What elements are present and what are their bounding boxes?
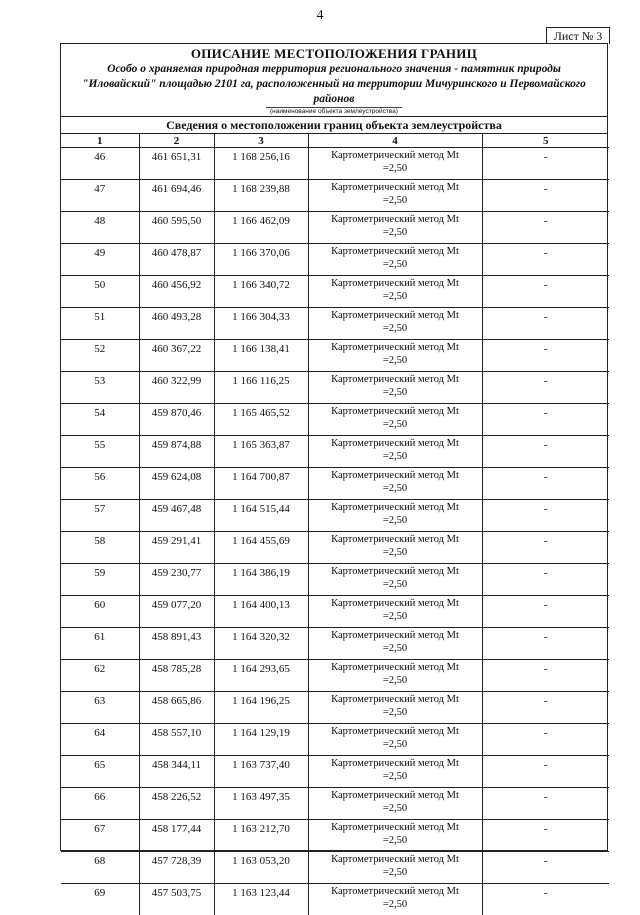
point-number-cell: 52 — [61, 340, 139, 372]
column-header: 3 — [214, 134, 308, 148]
method-line-1: Картометрический метод Mt — [309, 341, 482, 354]
document-frame — [60, 43, 608, 851]
method-line-1: Картометрический метод Mt — [309, 757, 482, 770]
coordinate-y-cell: 1 166 462,09 — [214, 212, 308, 244]
coordinate-x-cell: 459 874,88 — [139, 436, 214, 468]
method-line-2: =2,50 — [309, 226, 482, 239]
method-cell — [308, 660, 482, 692]
table-row — [61, 724, 609, 756]
method-line-1: Картометрический метод Mt — [309, 629, 482, 642]
point-number-cell: 46 — [61, 148, 139, 180]
coordinate-x-cell: 460 478,87 — [139, 244, 214, 276]
method-line-1: Картометрический метод Mt — [309, 181, 482, 194]
point-number-cell: 60 — [61, 596, 139, 628]
table-row — [61, 372, 609, 404]
method-line-2: =2,50 — [309, 898, 482, 911]
coordinate-x-cell: 459 230,77 — [139, 564, 214, 596]
coordinate-y-cell: 1 164 320,32 — [214, 628, 308, 660]
page-number: 4 — [0, 8, 640, 24]
table-row — [61, 180, 609, 212]
document-subtitle: Особо о храняемая природная территория регионального значения - памятник природы "Иловайский" площадью 2101 га, расположенный на территории Мичуринского и Первомайского районов — [61, 62, 607, 107]
coordinate-y-cell: 1 166 138,41 — [214, 340, 308, 372]
coordinate-y-cell: 1 165 363,87 — [214, 436, 308, 468]
method-line-2: =2,50 — [309, 642, 482, 655]
coordinate-y-cell: 1 163 737,40 — [214, 756, 308, 788]
table-header-row — [61, 134, 609, 148]
coordinate-x-cell: 458 557,10 — [139, 724, 214, 756]
method-cell — [308, 212, 482, 244]
method-line-2: =2,50 — [309, 802, 482, 815]
method-line-1: Картометрический метод Mt — [309, 565, 482, 578]
point-number-cell: 65 — [61, 756, 139, 788]
table-row — [61, 692, 609, 724]
table-row — [61, 596, 609, 628]
method-cell — [308, 532, 482, 564]
method-cell — [308, 468, 482, 500]
method-cell — [308, 692, 482, 724]
method-line-1: Картометрический метод Mt — [309, 405, 482, 418]
coordinate-y-cell: 1 164 129,19 — [214, 724, 308, 756]
point-number-cell: 57 — [61, 500, 139, 532]
method-line-2: =2,50 — [309, 514, 482, 527]
coordinate-x-cell: 458 226,52 — [139, 788, 214, 820]
method-cell — [308, 756, 482, 788]
coordinate-y-cell: 1 165 465,52 — [214, 404, 308, 436]
coordinate-y-cell: 1 164 196,25 — [214, 692, 308, 724]
coordinate-x-cell: 460 367,22 — [139, 340, 214, 372]
table-row — [61, 404, 609, 436]
method-line-1: Картометрический метод Mt — [309, 661, 482, 674]
point-number-cell: 61 — [61, 628, 139, 660]
column-header: 4 — [308, 134, 482, 148]
table-row — [61, 532, 609, 564]
method-line-1: Картометрический метод Mt — [309, 437, 482, 450]
note-cell: - — [482, 852, 609, 884]
note-cell: - — [482, 468, 609, 500]
method-cell — [308, 404, 482, 436]
method-line-1: Картометрический метод Mt — [309, 213, 482, 226]
method-cell — [308, 724, 482, 756]
method-cell — [308, 884, 482, 915]
method-cell — [308, 436, 482, 468]
table-row — [61, 276, 609, 308]
coordinate-y-cell: 1 168 256,16 — [214, 148, 308, 180]
point-number-cell: 64 — [61, 724, 139, 756]
table-row — [61, 852, 609, 884]
table-row — [61, 212, 609, 244]
point-number-cell: 49 — [61, 244, 139, 276]
note-cell: - — [482, 660, 609, 692]
coordinate-x-cell: 459 291,41 — [139, 532, 214, 564]
method-line-1: Картометрический метод Mt — [309, 373, 482, 386]
point-number-cell: 59 — [61, 564, 139, 596]
note-cell: - — [482, 820, 609, 852]
column-header: 2 — [139, 134, 214, 148]
method-line-1: Картометрический метод Mt — [309, 821, 482, 834]
coordinate-x-cell: 460 456,92 — [139, 276, 214, 308]
sheet-label: Лист № 3 — [546, 27, 610, 44]
table-row — [61, 756, 609, 788]
point-number-cell: 56 — [61, 468, 139, 500]
table-row — [61, 468, 609, 500]
note-cell: - — [482, 148, 609, 180]
method-cell — [308, 500, 482, 532]
method-line-2: =2,50 — [309, 322, 482, 335]
coordinate-y-cell: 1 163 212,70 — [214, 820, 308, 852]
method-line-1: Картометрический метод Mt — [309, 725, 482, 738]
coordinate-y-cell: 1 163 053,20 — [214, 852, 308, 884]
table-row — [61, 340, 609, 372]
coordinate-y-cell: 1 164 400,13 — [214, 596, 308, 628]
coordinate-y-cell: 1 166 370,06 — [214, 244, 308, 276]
method-line-1: Картометрический метод Mt — [309, 469, 482, 482]
table-row — [61, 788, 609, 820]
note-cell: - — [482, 628, 609, 660]
note-cell: - — [482, 404, 609, 436]
table-row — [61, 660, 609, 692]
coordinate-x-cell: 458 665,86 — [139, 692, 214, 724]
column-header: 1 — [61, 134, 139, 148]
method-line-2: =2,50 — [309, 546, 482, 559]
coordinate-y-cell: 1 163 123,44 — [214, 884, 308, 915]
method-line-2: =2,50 — [309, 834, 482, 847]
table-row — [61, 308, 609, 340]
method-line-2: =2,50 — [309, 770, 482, 783]
note-cell: - — [482, 276, 609, 308]
method-line-2: =2,50 — [309, 866, 482, 879]
method-cell — [308, 852, 482, 884]
note-cell: - — [482, 532, 609, 564]
table-row — [61, 148, 609, 180]
method-line-2: =2,50 — [309, 706, 482, 719]
note-cell: - — [482, 436, 609, 468]
note-cell: - — [482, 692, 609, 724]
method-line-1: Картометрический метод Mt — [309, 693, 482, 706]
method-cell — [308, 628, 482, 660]
coordinate-x-cell: 459 077,20 — [139, 596, 214, 628]
table-row — [61, 500, 609, 532]
coordinate-x-cell: 457 728,39 — [139, 852, 214, 884]
coordinate-y-cell: 1 164 515,44 — [214, 500, 308, 532]
coordinate-x-cell: 460 322,99 — [139, 372, 214, 404]
method-line-1: Картометрический метод Mt — [309, 533, 482, 546]
coordinate-y-cell: 1 166 116,25 — [214, 372, 308, 404]
method-line-1: Картометрический метод Mt — [309, 789, 482, 802]
point-number-cell: 66 — [61, 788, 139, 820]
method-line-1: Картометрический метод Mt — [309, 309, 482, 322]
coordinate-x-cell: 458 177,44 — [139, 820, 214, 852]
method-line-2: =2,50 — [309, 162, 482, 175]
note-cell: - — [482, 244, 609, 276]
point-number-cell: 53 — [61, 372, 139, 404]
coordinate-x-cell: 458 344,11 — [139, 756, 214, 788]
document-header — [61, 44, 607, 117]
method-line-1: Картометрический метод Mt — [309, 853, 482, 866]
method-line-1: Картометрический метод Mt — [309, 245, 482, 258]
note-cell: - — [482, 724, 609, 756]
coordinate-y-cell: 1 164 293,65 — [214, 660, 308, 692]
object-note-text: (наименование объекта землеустройства) — [266, 107, 402, 115]
point-number-cell: 47 — [61, 180, 139, 212]
note-cell: - — [482, 180, 609, 212]
coordinate-x-cell: 458 891,43 — [139, 628, 214, 660]
table-row — [61, 244, 609, 276]
table-row — [61, 820, 609, 852]
method-line-2: =2,50 — [309, 610, 482, 623]
note-cell: - — [482, 372, 609, 404]
point-number-cell: 51 — [61, 308, 139, 340]
coordinate-y-cell: 1 166 304,33 — [214, 308, 308, 340]
column-header: 5 — [482, 134, 609, 148]
note-cell: - — [482, 756, 609, 788]
point-number-cell: 69 — [61, 884, 139, 915]
coordinate-x-cell: 459 870,46 — [139, 404, 214, 436]
coordinate-x-cell: 458 785,28 — [139, 660, 214, 692]
table-row — [61, 628, 609, 660]
coordinate-x-cell: 461 651,31 — [139, 148, 214, 180]
point-number-cell: 50 — [61, 276, 139, 308]
note-cell: - — [482, 500, 609, 532]
point-number-cell: 63 — [61, 692, 139, 724]
method-cell — [308, 596, 482, 628]
method-line-1: Картометрический метод Mt — [309, 597, 482, 610]
note-cell: - — [482, 596, 609, 628]
point-number-cell: 62 — [61, 660, 139, 692]
point-number-cell: 68 — [61, 852, 139, 884]
method-cell — [308, 308, 482, 340]
method-line-2: =2,50 — [309, 482, 482, 495]
method-line-2: =2,50 — [309, 578, 482, 591]
table-body — [61, 148, 609, 915]
coordinates-table — [61, 134, 609, 915]
note-cell: - — [482, 884, 609, 915]
method-cell — [308, 148, 482, 180]
object-note — [61, 108, 607, 116]
method-cell — [308, 340, 482, 372]
coordinate-y-cell: 1 168 239,88 — [214, 180, 308, 212]
method-line-2: =2,50 — [309, 418, 482, 431]
method-line-2: =2,50 — [309, 738, 482, 751]
method-line-1: Картометрический метод Mt — [309, 885, 482, 898]
table-row — [61, 436, 609, 468]
method-cell — [308, 788, 482, 820]
method-cell — [308, 180, 482, 212]
coordinate-x-cell: 457 503,75 — [139, 884, 214, 915]
method-line-2: =2,50 — [309, 290, 482, 303]
table-row — [61, 884, 609, 915]
point-number-cell: 55 — [61, 436, 139, 468]
note-cell: - — [482, 212, 609, 244]
note-cell: - — [482, 788, 609, 820]
method-cell — [308, 276, 482, 308]
coordinate-y-cell: 1 163 497,35 — [214, 788, 308, 820]
point-number-cell: 58 — [61, 532, 139, 564]
method-line-2: =2,50 — [309, 258, 482, 271]
coordinate-y-cell: 1 164 700,87 — [214, 468, 308, 500]
method-cell — [308, 564, 482, 596]
point-number-cell: 48 — [61, 212, 139, 244]
table-row — [61, 564, 609, 596]
point-number-cell: 54 — [61, 404, 139, 436]
document-title: ОПИСАНИЕ МЕСТОПОЛОЖЕНИЯ ГРАНИЦ — [61, 46, 607, 62]
coordinate-y-cell: 1 164 455,69 — [214, 532, 308, 564]
coordinate-y-cell: 1 164 386,19 — [214, 564, 308, 596]
method-line-1: Картометрический метод Mt — [309, 277, 482, 290]
coordinate-x-cell: 459 467,48 — [139, 500, 214, 532]
coordinate-x-cell: 460 595,50 — [139, 212, 214, 244]
coordinate-y-cell: 1 166 340,72 — [214, 276, 308, 308]
method-cell — [308, 372, 482, 404]
method-cell — [308, 244, 482, 276]
point-number-cell: 67 — [61, 820, 139, 852]
coordinate-x-cell: 459 624,08 — [139, 468, 214, 500]
method-cell — [308, 820, 482, 852]
coordinate-x-cell: 460 493,28 — [139, 308, 214, 340]
method-line-1: Картометрический метод Mt — [309, 501, 482, 514]
method-line-2: =2,50 — [309, 354, 482, 367]
note-cell: - — [482, 340, 609, 372]
note-cell: - — [482, 564, 609, 596]
method-line-2: =2,50 — [309, 450, 482, 463]
method-line-2: =2,50 — [309, 386, 482, 399]
method-line-1: Картометрический метод Mt — [309, 149, 482, 162]
note-cell: - — [482, 308, 609, 340]
method-line-2: =2,50 — [309, 674, 482, 687]
section-title: Сведения о местоположении границ объекта землеустройства — [61, 117, 607, 134]
coordinate-x-cell: 461 694,46 — [139, 180, 214, 212]
method-line-2: =2,50 — [309, 194, 482, 207]
